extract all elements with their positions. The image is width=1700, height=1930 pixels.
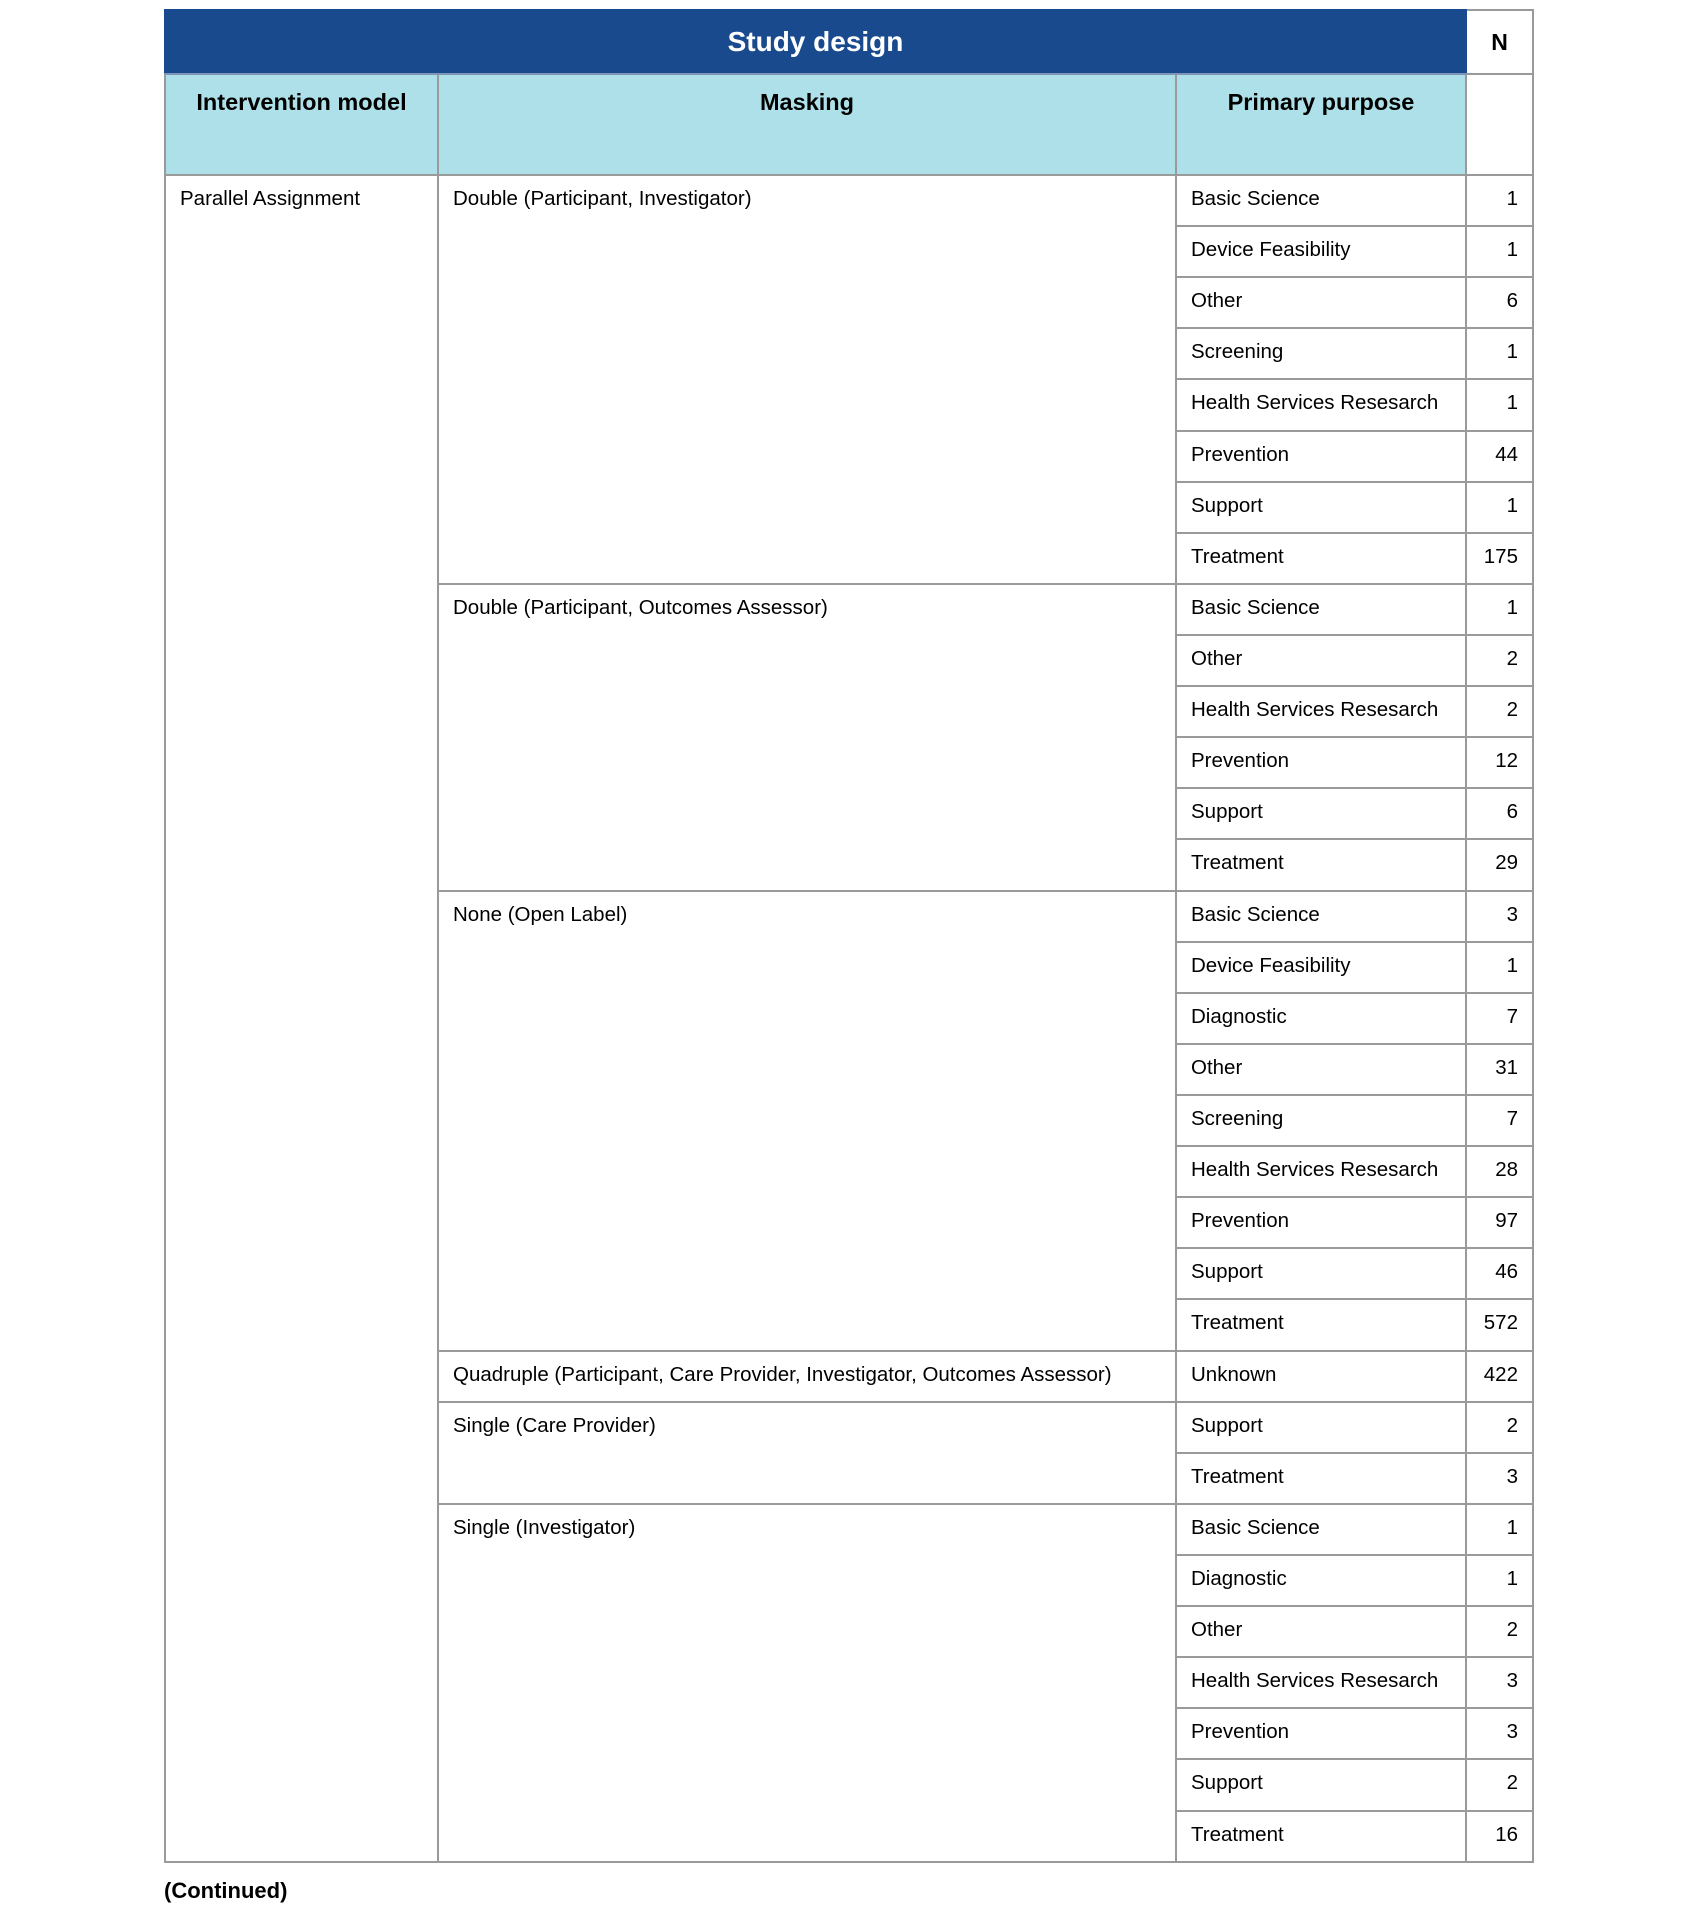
- cell-primary-purpose: Prevention: [1176, 1197, 1466, 1248]
- cell-primary-purpose: Support: [1176, 1759, 1466, 1810]
- table-row: [165, 175, 1533, 226]
- cell-primary-purpose: Treatment: [1176, 839, 1466, 890]
- cell-primary-purpose: Diagnostic: [1176, 1555, 1466, 1606]
- cell-n: 1: [1466, 1555, 1533, 1606]
- cell-n: 12: [1466, 737, 1533, 788]
- cell-primary-purpose: Prevention: [1176, 737, 1466, 788]
- cell-primary-purpose: Screening: [1176, 1095, 1466, 1146]
- cell-n: 3: [1466, 1708, 1533, 1759]
- cell-n: 3: [1466, 1453, 1533, 1504]
- cell-n: 1: [1466, 942, 1533, 993]
- cell-n: 3: [1466, 1657, 1533, 1708]
- cell-masking: Quadruple (Participant, Care Provider, Investigator, Outcomes Assessor): [438, 1351, 1176, 1402]
- column-header-n-spacer: [1466, 74, 1533, 175]
- continued-note: (Continued): [164, 1878, 288, 1903]
- cell-intervention-model: Parallel Assignment: [165, 175, 438, 1862]
- cell-primary-purpose: Health Services Resesarch: [1176, 379, 1466, 430]
- cell-primary-purpose: Support: [1176, 788, 1466, 839]
- cell-n: 44: [1466, 431, 1533, 482]
- cell-primary-purpose: Treatment: [1176, 1299, 1466, 1350]
- table-column-header-row: [165, 74, 1533, 175]
- cell-primary-purpose: Other: [1176, 277, 1466, 328]
- cell-primary-purpose: Basic Science: [1176, 584, 1466, 635]
- cell-n: 31: [1466, 1044, 1533, 1095]
- cell-n: 29: [1466, 839, 1533, 890]
- study-design-table: [164, 9, 1534, 1863]
- cell-masking: Double (Participant, Outcomes Assessor): [438, 584, 1176, 891]
- cell-n: 46: [1466, 1248, 1533, 1299]
- cell-n: 97: [1466, 1197, 1533, 1248]
- cell-n: 2: [1466, 686, 1533, 737]
- cell-primary-purpose: Diagnostic: [1176, 993, 1466, 1044]
- study-design-table-container: [164, 9, 1532, 1863]
- cell-n: 1: [1466, 175, 1533, 226]
- cell-n: 1: [1466, 226, 1533, 277]
- cell-primary-purpose: Other: [1176, 635, 1466, 686]
- cell-primary-purpose: Support: [1176, 482, 1466, 533]
- cell-primary-purpose: Prevention: [1176, 431, 1466, 482]
- cell-n: 7: [1466, 1095, 1533, 1146]
- table-banner-row: [165, 10, 1533, 74]
- cell-n: 1: [1466, 584, 1533, 635]
- cell-primary-purpose: Treatment: [1176, 533, 1466, 584]
- cell-n: 28: [1466, 1146, 1533, 1197]
- cell-n: 2: [1466, 1759, 1533, 1810]
- cell-primary-purpose: Prevention: [1176, 1708, 1466, 1759]
- cell-primary-purpose: Other: [1176, 1044, 1466, 1095]
- cell-primary-purpose: Support: [1176, 1402, 1466, 1453]
- table-body: [165, 175, 1533, 1862]
- cell-primary-purpose: Health Services Resesarch: [1176, 1657, 1466, 1708]
- column-header-primary-purpose: Primary purpose: [1176, 74, 1466, 175]
- cell-primary-purpose: Basic Science: [1176, 891, 1466, 942]
- cell-masking: None (Open Label): [438, 891, 1176, 1351]
- cell-primary-purpose: Screening: [1176, 328, 1466, 379]
- cell-primary-purpose: Support: [1176, 1248, 1466, 1299]
- cell-primary-purpose: Basic Science: [1176, 175, 1466, 226]
- cell-primary-purpose: Treatment: [1176, 1453, 1466, 1504]
- cell-primary-purpose: Health Services Resesarch: [1176, 686, 1466, 737]
- cell-n: 2: [1466, 1606, 1533, 1657]
- cell-primary-purpose: Health Services Resesarch: [1176, 1146, 1466, 1197]
- cell-n: 6: [1466, 788, 1533, 839]
- cell-n: 2: [1466, 635, 1533, 686]
- column-header-masking: Masking: [438, 74, 1176, 175]
- cell-masking: Double (Participant, Investigator): [438, 175, 1176, 584]
- column-header-intervention-model: Intervention model: [165, 74, 438, 175]
- table-header: [165, 10, 1533, 175]
- cell-n: 2: [1466, 1402, 1533, 1453]
- cell-n: 1: [1466, 482, 1533, 533]
- cell-primary-purpose: Device Feasibility: [1176, 942, 1466, 993]
- cell-n: 422: [1466, 1351, 1533, 1402]
- cell-n: 175: [1466, 533, 1533, 584]
- cell-n: 3: [1466, 891, 1533, 942]
- cell-n: 16: [1466, 1811, 1533, 1862]
- cell-primary-purpose: Basic Science: [1176, 1504, 1466, 1555]
- cell-primary-purpose: Unknown: [1176, 1351, 1466, 1402]
- cell-n: 1: [1466, 1504, 1533, 1555]
- cell-n: 1: [1466, 328, 1533, 379]
- cell-masking: Single (Care Provider): [438, 1402, 1176, 1504]
- cell-masking: Single (Investigator): [438, 1504, 1176, 1862]
- cell-primary-purpose: Device Feasibility: [1176, 226, 1466, 277]
- cell-n: 1: [1466, 379, 1533, 430]
- cell-primary-purpose: Treatment: [1176, 1811, 1466, 1862]
- banner-title: Study design: [165, 10, 1466, 74]
- column-header-n: N: [1466, 10, 1533, 74]
- cell-n: 6: [1466, 277, 1533, 328]
- cell-primary-purpose: Other: [1176, 1606, 1466, 1657]
- cell-n: 7: [1466, 993, 1533, 1044]
- cell-n: 572: [1466, 1299, 1533, 1350]
